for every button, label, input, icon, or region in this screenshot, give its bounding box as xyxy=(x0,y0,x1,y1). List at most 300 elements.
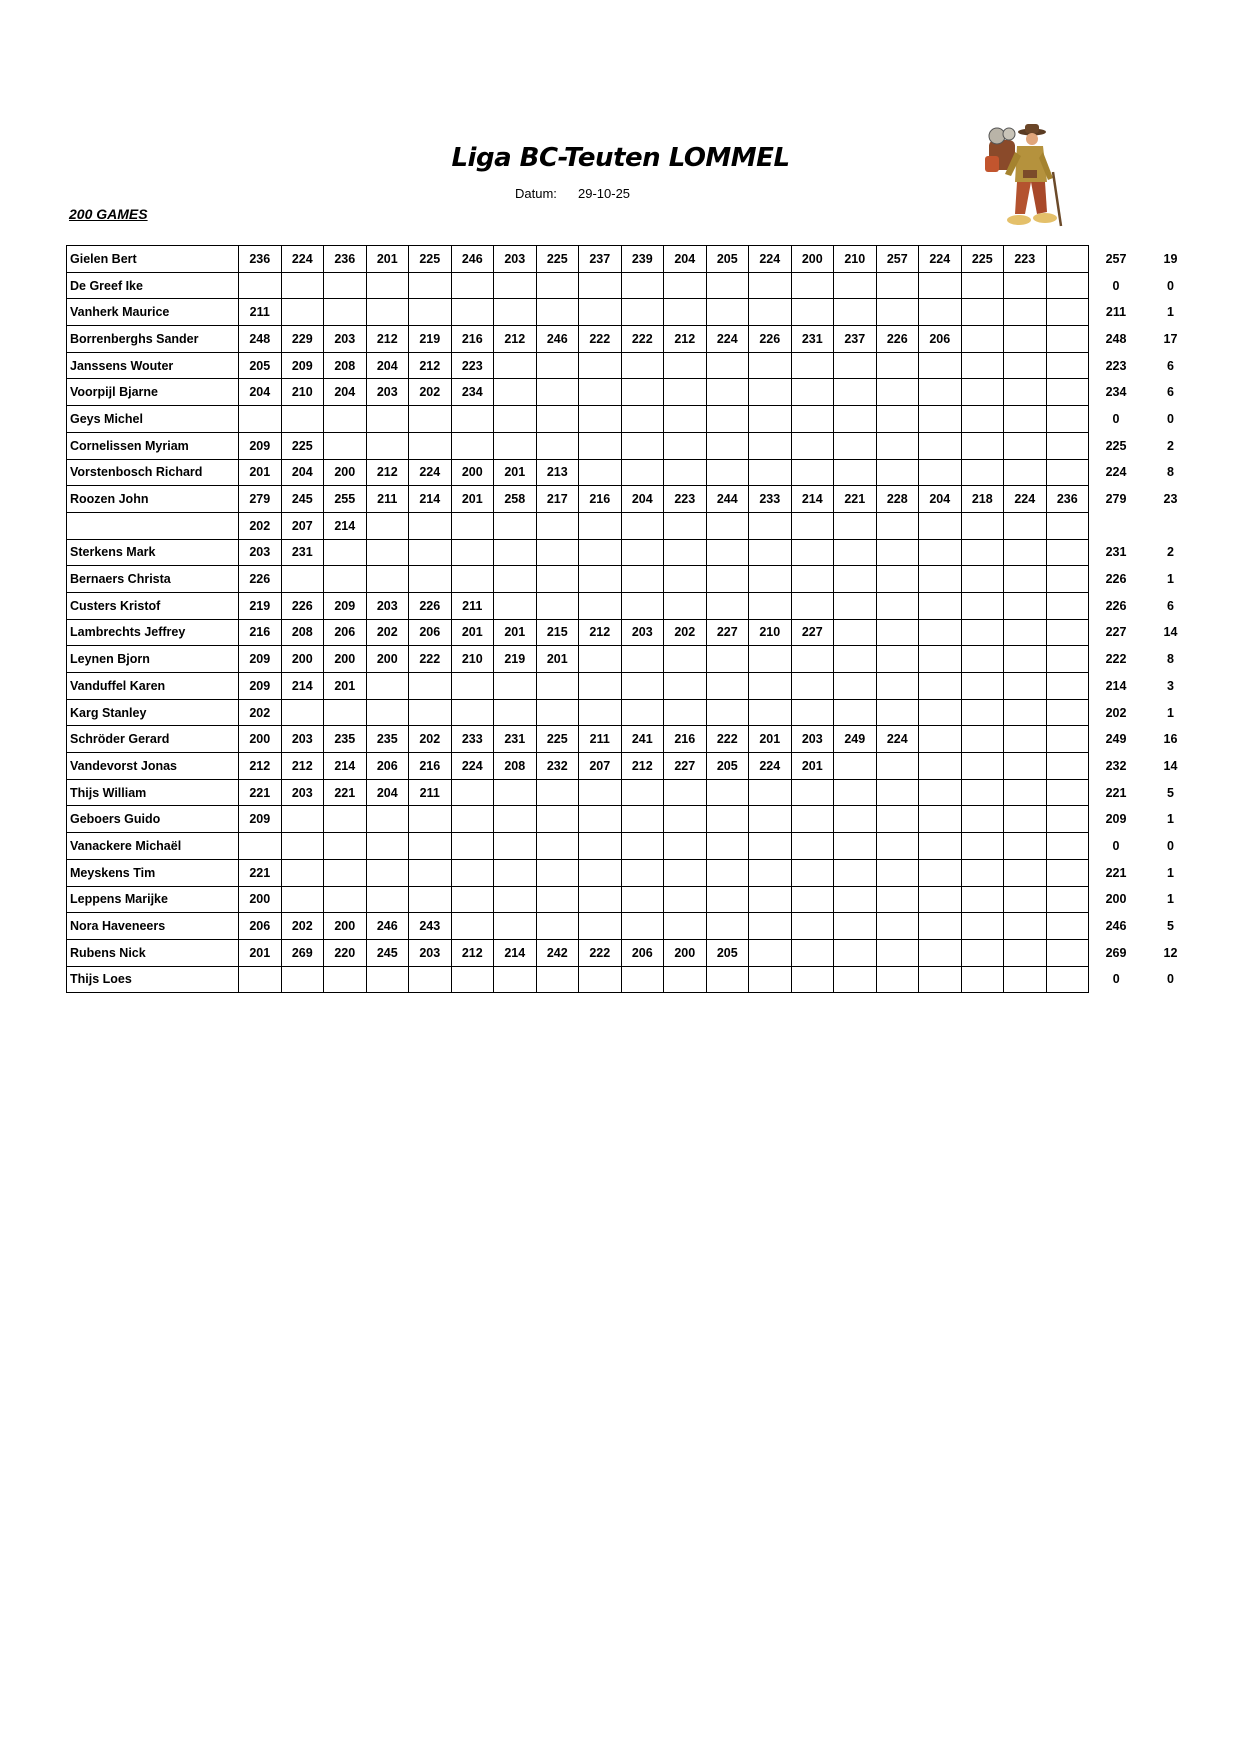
game-score-cell xyxy=(749,886,792,913)
game-score-cell xyxy=(494,833,537,860)
game-score-cell xyxy=(706,859,749,886)
game-score-cell: 227 xyxy=(706,619,749,646)
game-score-cell: 214 xyxy=(324,512,367,539)
game-score-cell xyxy=(1046,352,1089,379)
game-score-cell xyxy=(876,379,919,406)
game-score-cell xyxy=(664,966,707,993)
game-score-cell: 200 xyxy=(664,939,707,966)
high-score-cell: 223 xyxy=(1105,358,1127,373)
game-score-cell xyxy=(409,272,452,299)
game-score-cell: 212 xyxy=(239,753,282,780)
game-score-cell xyxy=(876,299,919,326)
scores-table xyxy=(66,245,1198,993)
game-score-cell xyxy=(961,592,1004,619)
table-row xyxy=(67,646,1198,673)
game-score-cell xyxy=(834,646,877,673)
game-score-cell xyxy=(664,806,707,833)
game-score-cell: 206 xyxy=(409,619,452,646)
game-count-cell: 19 xyxy=(1163,251,1178,266)
game-score-cell xyxy=(919,619,962,646)
game-score-cell xyxy=(961,859,1004,886)
game-score-cell: 212 xyxy=(621,753,664,780)
game-score-cell xyxy=(706,272,749,299)
player-name: Custers Kristof xyxy=(67,592,239,619)
game-score-cell: 206 xyxy=(621,939,664,966)
game-score-cell xyxy=(791,833,834,860)
player-name: Gielen Bert xyxy=(67,246,239,273)
game-score-cell xyxy=(536,512,579,539)
game-score-cell xyxy=(536,592,579,619)
game-score-cell xyxy=(834,432,877,459)
game-score-cell xyxy=(919,779,962,806)
game-score-cell: 209 xyxy=(239,432,282,459)
player-name: Geys Michel xyxy=(67,406,239,433)
game-score-cell: 211 xyxy=(579,726,622,753)
game-score-cell xyxy=(621,966,664,993)
game-score-cell xyxy=(324,886,367,913)
game-score-cell xyxy=(1004,406,1047,433)
game-score-cell: 249 xyxy=(834,726,877,753)
table-row xyxy=(67,406,1198,433)
game-score-cell xyxy=(579,512,622,539)
game-score-cell xyxy=(919,966,962,993)
game-score-cell xyxy=(749,939,792,966)
game-score-cell xyxy=(1046,592,1089,619)
game-score-cell xyxy=(366,859,409,886)
game-score-cell xyxy=(366,566,409,593)
high-score-cell: 224 xyxy=(1105,465,1127,480)
game-score-cell: 204 xyxy=(239,379,282,406)
game-score-cell xyxy=(366,673,409,700)
game-score-cell: 245 xyxy=(366,939,409,966)
game-score-cell xyxy=(1046,886,1089,913)
game-score-cell xyxy=(961,432,1004,459)
game-score-cell xyxy=(1046,566,1089,593)
game-score-cell xyxy=(281,859,324,886)
game-score-cell xyxy=(1004,886,1047,913)
game-score-cell xyxy=(1046,699,1089,726)
game-score-cell xyxy=(324,859,367,886)
game-score-cell: 200 xyxy=(451,459,494,486)
game-score-cell xyxy=(834,673,877,700)
game-score-cell xyxy=(961,379,1004,406)
game-score-cell xyxy=(791,859,834,886)
game-score-cell: 224 xyxy=(919,246,962,273)
game-count-cell: 1 xyxy=(1167,812,1174,827)
game-score-cell xyxy=(749,913,792,940)
game-score-cell xyxy=(876,833,919,860)
game-score-cell xyxy=(536,806,579,833)
game-score-cell: 202 xyxy=(366,619,409,646)
game-score-cell: 210 xyxy=(834,246,877,273)
game-score-cell xyxy=(536,699,579,726)
game-score-cell xyxy=(451,833,494,860)
game-score-cell xyxy=(791,939,834,966)
game-score-cell xyxy=(834,272,877,299)
game-score-cell: 237 xyxy=(834,326,877,353)
game-count-cell: 1 xyxy=(1167,705,1174,720)
high-score-cell: 221 xyxy=(1105,785,1127,800)
game-score-cell xyxy=(876,673,919,700)
game-score-cell xyxy=(1004,379,1047,406)
game-score-cell: 226 xyxy=(239,566,282,593)
game-score-cell xyxy=(621,459,664,486)
game-score-cell: 204 xyxy=(281,459,324,486)
game-score-cell xyxy=(791,566,834,593)
table-row xyxy=(67,833,1198,860)
game-score-cell xyxy=(239,966,282,993)
game-score-cell xyxy=(1004,299,1047,326)
game-score-cell xyxy=(1004,646,1047,673)
game-score-cell: 205 xyxy=(239,352,282,379)
game-score-cell xyxy=(621,673,664,700)
game-count-cell: 6 xyxy=(1167,358,1174,373)
game-score-cell xyxy=(409,512,452,539)
game-score-cell xyxy=(791,432,834,459)
game-score-cell: 225 xyxy=(961,246,1004,273)
game-score-cell xyxy=(409,299,452,326)
game-score-cell xyxy=(834,379,877,406)
game-score-cell: 203 xyxy=(494,246,537,273)
player-name: Geboers Guido xyxy=(67,806,239,833)
game-score-cell xyxy=(451,539,494,566)
game-score-cell xyxy=(579,833,622,860)
game-score-cell: 216 xyxy=(664,726,707,753)
game-score-cell: 209 xyxy=(239,673,282,700)
game-score-cell xyxy=(621,566,664,593)
game-score-cell: 223 xyxy=(451,352,494,379)
game-score-cell: 216 xyxy=(409,753,452,780)
game-score-cell xyxy=(451,806,494,833)
game-score-cell: 233 xyxy=(749,486,792,513)
game-score-cell xyxy=(791,886,834,913)
game-score-cell xyxy=(494,299,537,326)
game-score-cell: 209 xyxy=(239,646,282,673)
game-score-cell xyxy=(366,699,409,726)
game-score-cell xyxy=(961,939,1004,966)
game-score-cell xyxy=(536,886,579,913)
game-score-cell: 219 xyxy=(409,326,452,353)
player-name: Leppens Marijke xyxy=(67,886,239,913)
game-score-cell xyxy=(664,859,707,886)
game-score-cell xyxy=(494,512,537,539)
game-score-cell xyxy=(961,753,1004,780)
game-score-cell: 234 xyxy=(451,379,494,406)
game-score-cell xyxy=(876,913,919,940)
game-score-cell xyxy=(749,352,792,379)
game-score-cell: 206 xyxy=(239,913,282,940)
game-score-cell xyxy=(791,646,834,673)
game-score-cell xyxy=(494,673,537,700)
game-score-cell xyxy=(919,459,962,486)
table-row xyxy=(67,913,1198,940)
game-score-cell xyxy=(1004,913,1047,940)
game-score-cell xyxy=(834,753,877,780)
game-score-cell xyxy=(494,432,537,459)
game-score-cell xyxy=(494,352,537,379)
game-score-cell: 224 xyxy=(749,753,792,780)
game-score-cell xyxy=(749,432,792,459)
game-score-cell xyxy=(579,566,622,593)
game-score-cell xyxy=(834,566,877,593)
game-score-cell xyxy=(749,966,792,993)
game-score-cell: 209 xyxy=(281,352,324,379)
game-score-cell xyxy=(1046,673,1089,700)
game-score-cell xyxy=(706,806,749,833)
player-name: Vanduffel Karen xyxy=(67,673,239,700)
game-score-cell xyxy=(621,886,664,913)
game-score-cell: 201 xyxy=(366,246,409,273)
game-score-cell xyxy=(706,352,749,379)
game-score-cell xyxy=(749,673,792,700)
table-row xyxy=(67,726,1198,753)
game-score-cell: 246 xyxy=(366,913,409,940)
table-row xyxy=(67,566,1198,593)
game-score-cell xyxy=(621,913,664,940)
game-score-cell xyxy=(1046,246,1089,273)
game-score-cell: 207 xyxy=(579,753,622,780)
game-score-cell xyxy=(876,432,919,459)
game-score-cell xyxy=(494,566,537,593)
game-score-cell: 239 xyxy=(621,246,664,273)
game-score-cell xyxy=(409,886,452,913)
game-score-cell: 203 xyxy=(409,939,452,966)
game-score-cell: 209 xyxy=(324,592,367,619)
game-count-cell: 0 xyxy=(1167,838,1174,853)
game-score-cell xyxy=(706,459,749,486)
game-score-cell xyxy=(919,539,962,566)
game-score-cell xyxy=(1046,326,1089,353)
high-score-cell: 246 xyxy=(1105,919,1127,934)
game-score-cell xyxy=(749,566,792,593)
high-score-cell: 234 xyxy=(1105,385,1127,400)
game-score-cell xyxy=(366,512,409,539)
game-score-cell xyxy=(706,432,749,459)
game-score-cell xyxy=(324,806,367,833)
game-score-cell: 242 xyxy=(536,939,579,966)
game-score-cell xyxy=(876,512,919,539)
game-score-cell xyxy=(834,299,877,326)
high-score-cell: 0 xyxy=(1112,972,1120,987)
game-score-cell xyxy=(494,859,537,886)
game-score-cell: 208 xyxy=(494,753,537,780)
game-score-cell: 206 xyxy=(366,753,409,780)
game-score-cell: 229 xyxy=(281,326,324,353)
player-name xyxy=(67,512,239,539)
game-score-cell: 224 xyxy=(876,726,919,753)
game-score-cell xyxy=(919,859,962,886)
game-score-cell xyxy=(1046,432,1089,459)
game-count-cell: 1 xyxy=(1167,572,1174,587)
game-score-cell: 214 xyxy=(409,486,452,513)
player-name: Voorpijl Bjarne xyxy=(67,379,239,406)
game-score-cell xyxy=(664,459,707,486)
game-score-cell xyxy=(749,646,792,673)
game-score-cell xyxy=(324,966,367,993)
game-score-cell xyxy=(1046,806,1089,833)
game-score-cell: 228 xyxy=(876,486,919,513)
game-score-cell: 231 xyxy=(281,539,324,566)
game-score-cell: 235 xyxy=(366,726,409,753)
game-score-cell xyxy=(579,379,622,406)
game-score-cell xyxy=(621,299,664,326)
game-score-cell: 236 xyxy=(324,246,367,273)
game-score-cell: 204 xyxy=(366,779,409,806)
table-row xyxy=(67,619,1198,646)
game-score-cell xyxy=(706,566,749,593)
game-score-cell: 210 xyxy=(749,619,792,646)
game-score-cell: 222 xyxy=(579,326,622,353)
game-score-cell xyxy=(919,299,962,326)
high-score-cell: 221 xyxy=(1105,865,1127,880)
high-score-cell: 200 xyxy=(1105,892,1127,907)
game-score-cell xyxy=(494,539,537,566)
game-score-cell xyxy=(409,673,452,700)
game-score-cell: 224 xyxy=(1004,486,1047,513)
game-score-cell: 202 xyxy=(409,726,452,753)
game-score-cell xyxy=(919,806,962,833)
game-score-cell: 224 xyxy=(749,246,792,273)
game-score-cell xyxy=(1046,966,1089,993)
game-score-cell xyxy=(961,272,1004,299)
game-score-cell xyxy=(494,966,537,993)
game-score-cell xyxy=(961,326,1004,353)
game-score-cell xyxy=(834,539,877,566)
game-score-cell xyxy=(1046,299,1089,326)
game-score-cell xyxy=(876,646,919,673)
table-row xyxy=(67,459,1198,486)
game-score-cell xyxy=(239,272,282,299)
table-row xyxy=(67,699,1198,726)
game-score-cell xyxy=(579,406,622,433)
game-score-cell xyxy=(706,673,749,700)
high-score-cell: 225 xyxy=(1105,438,1127,453)
game-score-cell xyxy=(621,699,664,726)
table-row xyxy=(67,859,1198,886)
game-score-cell xyxy=(1004,753,1047,780)
game-score-cell: 201 xyxy=(451,619,494,646)
game-score-cell: 201 xyxy=(791,753,834,780)
game-score-cell xyxy=(706,379,749,406)
game-score-cell xyxy=(1004,272,1047,299)
game-score-cell xyxy=(876,699,919,726)
player-name: Thijs William xyxy=(67,779,239,806)
game-score-cell xyxy=(451,406,494,433)
high-score-cell: 269 xyxy=(1105,945,1127,960)
game-score-cell xyxy=(876,272,919,299)
game-score-cell xyxy=(281,299,324,326)
game-score-cell xyxy=(961,779,1004,806)
game-score-cell xyxy=(919,913,962,940)
game-score-cell xyxy=(749,379,792,406)
game-score-cell xyxy=(621,432,664,459)
game-score-cell xyxy=(791,966,834,993)
high-score-cell xyxy=(1089,512,1144,539)
game-score-cell: 211 xyxy=(366,486,409,513)
game-score-cell: 246 xyxy=(451,246,494,273)
game-score-cell xyxy=(919,886,962,913)
game-score-cell xyxy=(536,566,579,593)
game-score-cell xyxy=(919,566,962,593)
high-score-cell: 226 xyxy=(1105,572,1127,587)
game-score-cell: 241 xyxy=(621,726,664,753)
game-score-cell xyxy=(664,512,707,539)
game-score-cell xyxy=(876,886,919,913)
high-score-cell: 248 xyxy=(1105,331,1127,346)
game-score-cell xyxy=(961,886,1004,913)
game-score-cell xyxy=(791,699,834,726)
game-score-cell xyxy=(579,779,622,806)
game-score-cell xyxy=(919,673,962,700)
game-score-cell: 223 xyxy=(1004,246,1047,273)
game-score-cell xyxy=(579,966,622,993)
game-score-cell: 201 xyxy=(324,673,367,700)
table-row xyxy=(67,326,1198,353)
game-score-cell xyxy=(1004,939,1047,966)
high-score-cell: 0 xyxy=(1112,411,1120,426)
game-score-cell xyxy=(749,779,792,806)
game-score-cell xyxy=(366,299,409,326)
game-score-cell: 237 xyxy=(579,246,622,273)
game-score-cell: 227 xyxy=(664,753,707,780)
player-name: Vandevorst Jonas xyxy=(67,753,239,780)
game-score-cell xyxy=(664,886,707,913)
game-score-cell xyxy=(409,833,452,860)
game-score-cell xyxy=(281,806,324,833)
game-score-cell: 202 xyxy=(239,699,282,726)
page-title: Liga BC-Teuten LOMMEL xyxy=(451,143,790,173)
game-score-cell: 236 xyxy=(1046,486,1089,513)
table-row xyxy=(67,886,1198,913)
game-score-cell: 227 xyxy=(791,619,834,646)
game-score-cell xyxy=(919,726,962,753)
game-score-cell: 225 xyxy=(536,246,579,273)
game-score-cell xyxy=(536,833,579,860)
game-score-cell xyxy=(579,592,622,619)
high-score-cell: 231 xyxy=(1105,545,1127,560)
game-score-cell: 212 xyxy=(579,619,622,646)
game-score-cell: 220 xyxy=(324,939,367,966)
game-score-cell xyxy=(536,966,579,993)
game-score-cell xyxy=(409,859,452,886)
game-score-cell xyxy=(1046,539,1089,566)
game-score-cell xyxy=(1046,726,1089,753)
game-score-cell xyxy=(1004,699,1047,726)
game-score-cell: 214 xyxy=(494,939,537,966)
game-score-cell xyxy=(749,806,792,833)
game-score-cell xyxy=(1046,379,1089,406)
high-score-cell: 226 xyxy=(1105,598,1127,613)
game-score-cell xyxy=(366,833,409,860)
game-score-cell xyxy=(919,699,962,726)
game-count-cell: 6 xyxy=(1167,598,1174,613)
game-score-cell xyxy=(706,779,749,806)
game-score-cell xyxy=(1004,459,1047,486)
game-score-cell xyxy=(834,459,877,486)
game-score-cell xyxy=(706,299,749,326)
game-score-cell xyxy=(706,833,749,860)
game-score-cell xyxy=(579,646,622,673)
game-score-cell xyxy=(536,272,579,299)
game-score-cell xyxy=(876,352,919,379)
game-score-cell xyxy=(621,406,664,433)
game-score-cell xyxy=(749,299,792,326)
game-score-cell: 269 xyxy=(281,939,324,966)
game-score-cell: 205 xyxy=(706,939,749,966)
game-score-cell xyxy=(919,833,962,860)
game-score-cell xyxy=(281,699,324,726)
table-row xyxy=(67,939,1198,966)
